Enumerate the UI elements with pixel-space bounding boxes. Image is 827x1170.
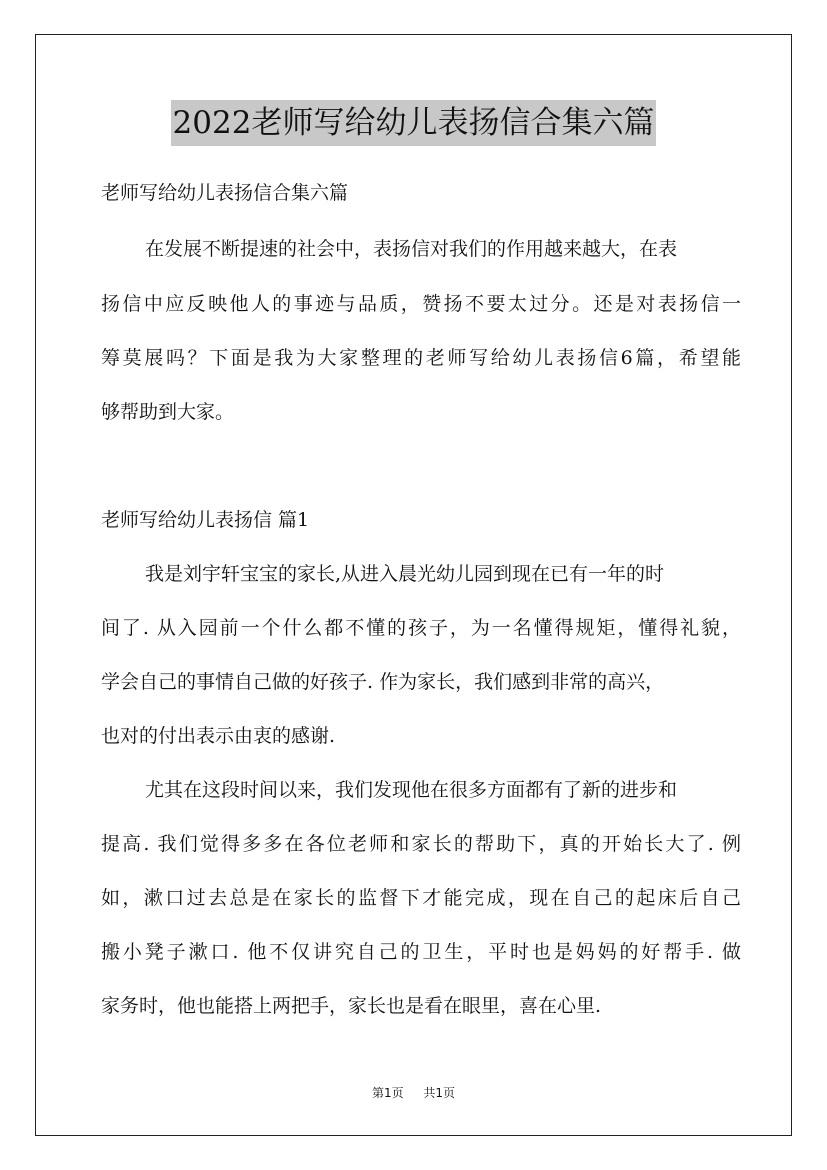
page-number: 第1页 bbox=[372, 1086, 404, 1100]
section-1-para-2-line-4: 搬小凳子漱口. 他不仅讲究自己的卫生，平时也是妈妈的好帮手. 做 bbox=[101, 941, 741, 963]
section-1-para-2-line-1: 尤其在这段时间以来，我们发现他在很多方面都有了新的进步和 bbox=[145, 779, 678, 801]
page-footer bbox=[0, 1084, 827, 1101]
page-total: 共1页 bbox=[423, 1086, 455, 1100]
section-1-para-1-line-2: 间了. 从入园前一个什么都不懂的孩子，为一名懂得规矩，懂得礼貌， bbox=[101, 617, 741, 639]
intro-line-4: 够帮助到大家。 bbox=[101, 401, 235, 423]
section-1-para-2-line-3: 如，漱口过去总是在家长的监督下才能完成，现在自己的起床后自己 bbox=[101, 887, 741, 909]
section-1-para-2-line-2: 提高. 我们觉得多多在各位老师和家长的帮助下，真的开始长大了. 例 bbox=[101, 833, 741, 855]
section-1-para-2-line-5: 家务时，他也能搭上两把手，家长也是看在眼里，喜在心里. bbox=[101, 995, 602, 1017]
document-title: 2022老师写给幼儿表扬信合集六篇 bbox=[171, 100, 657, 146]
section-1-para-1-line-4: 也对的付出表示由衷的感谢. bbox=[101, 725, 336, 747]
intro-line-2: 扬信中应反映他人的事迹与品质，赞扬不要太过分。还是对表扬信一 bbox=[101, 293, 741, 315]
intro-line-3: 筹莫展吗？下面是我为大家整理的老师写给幼儿表扬信6篇，希望能 bbox=[101, 347, 741, 369]
title-block bbox=[0, 100, 827, 146]
section-1-para-1-line-1: 我是刘宇轩宝宝的家长,从进入晨光幼儿园到现在已有一年的时 bbox=[145, 563, 665, 585]
document-subtitle: 老师写给幼儿表扬信合集六篇 bbox=[101, 182, 349, 204]
section-1-heading: 老师写给幼儿表扬信 篇1 bbox=[101, 509, 310, 531]
section-1-para-1-line-3: 学会自己的事情自己做的好孩子. 作为家长，我们感到非常的高兴， bbox=[101, 671, 665, 693]
intro-line-1: 在发展不断提速的社会中，表扬信对我们的作用越来越大，在表 bbox=[145, 238, 678, 260]
